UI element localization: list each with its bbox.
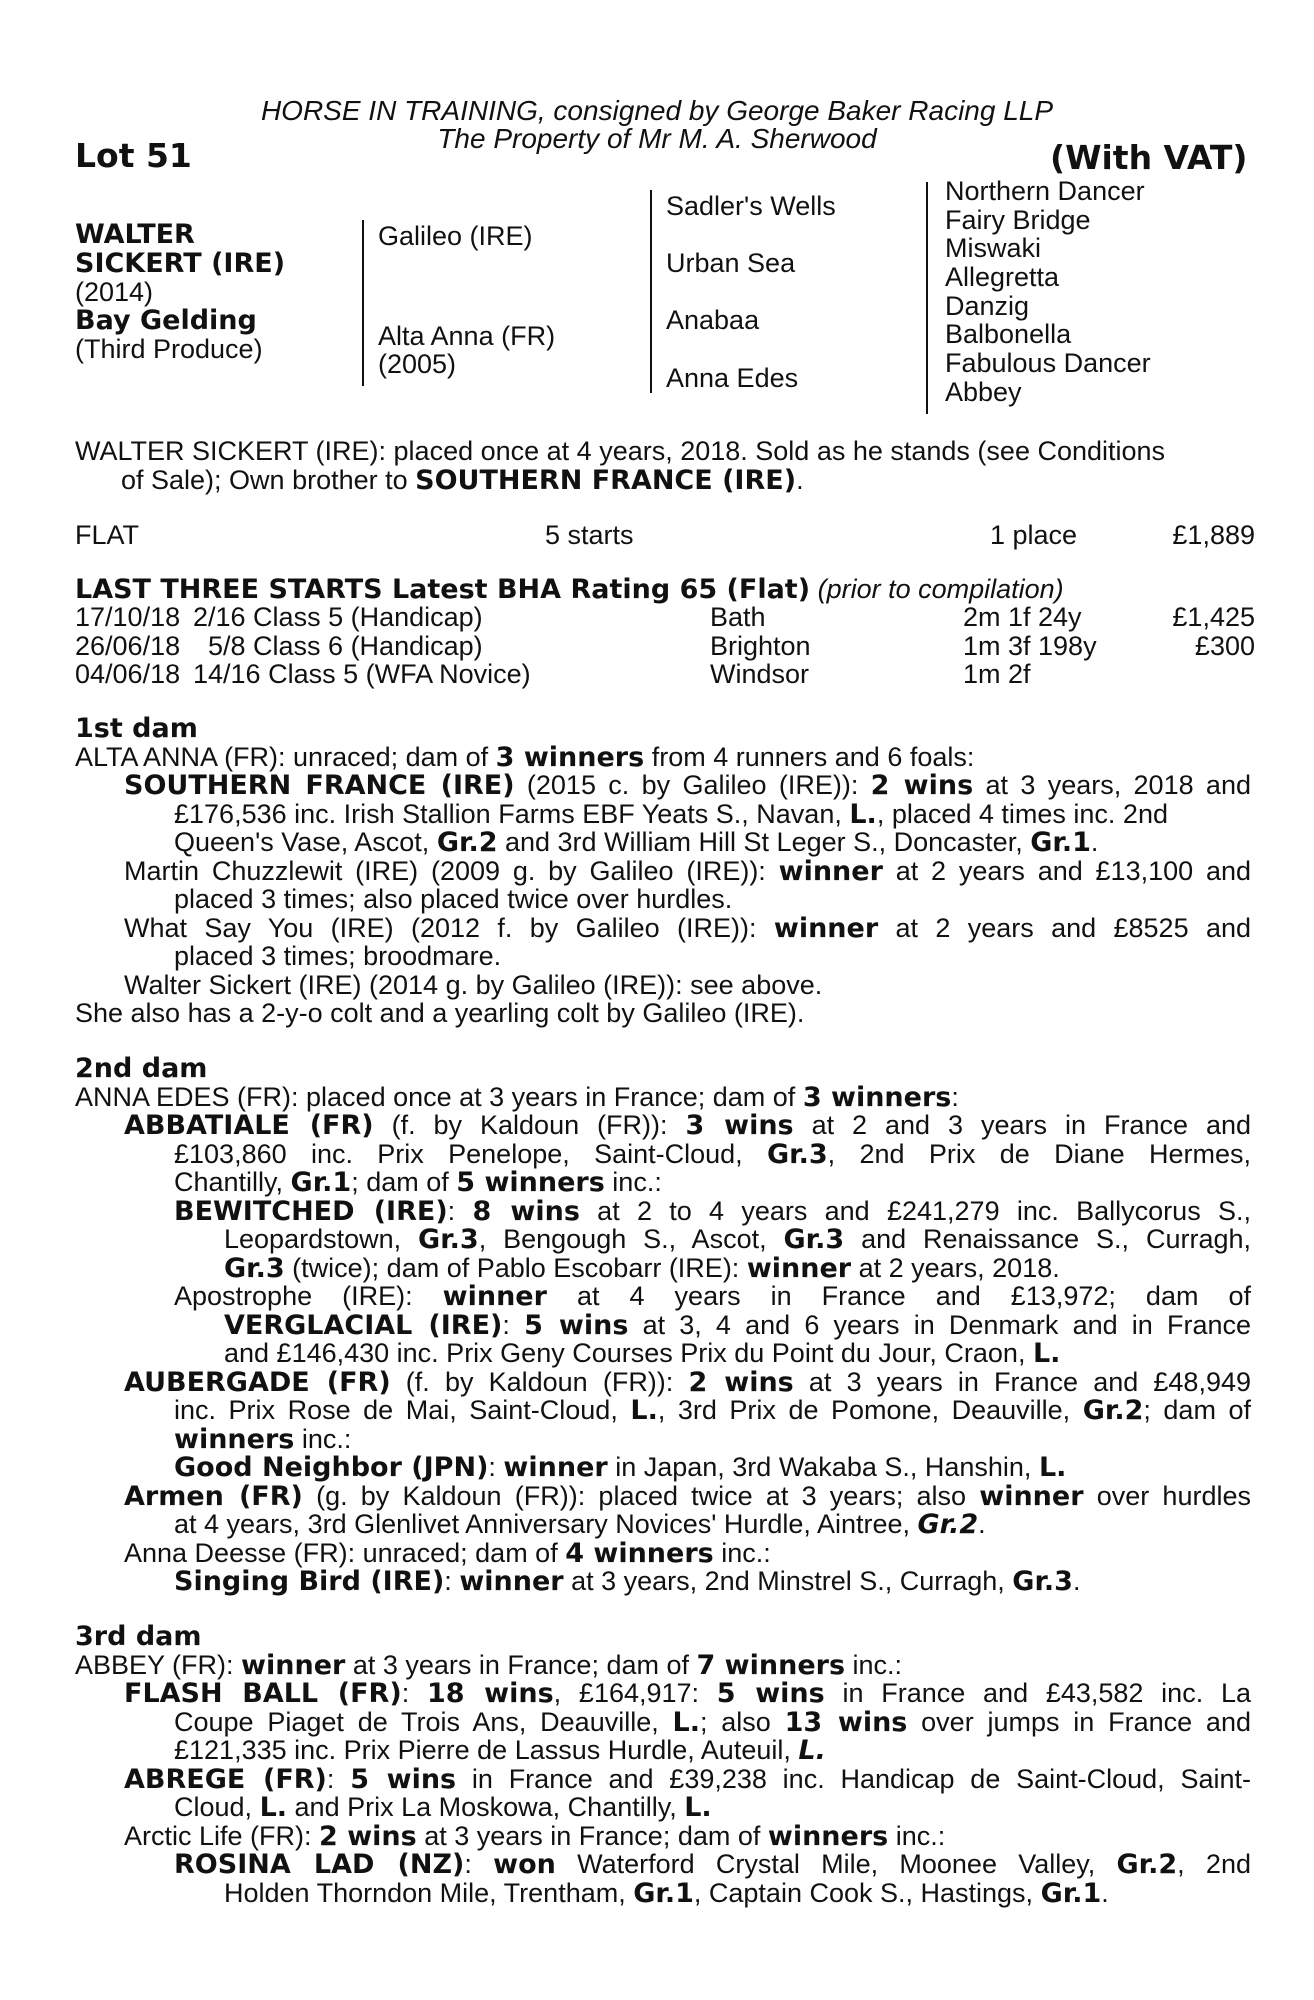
produce-bewitched: BEWITCHED (IRE): 8 wins at 2 to 4 years and £241,279 inc. Ballycorus S., (174, 1196, 1251, 1227)
ancestor-g3-2: Fairy Bridge (945, 205, 1091, 235)
ancestor-g3-4: Allegretta (945, 262, 1060, 292)
vat-status: (With VAT) (1050, 138, 1248, 177)
produce-anna-deesse: Anna Deesse (FR): unraced; dam of 4 winners inc.: (124, 1538, 771, 1569)
armen-line2: at 4 years, 3rd Glenlivet Anniversary Novices' Hurdle, Aintree, Gr.2. (174, 1509, 986, 1540)
apostrophe-line3: and £146,430 inc. Prix Geny Courses Prix du Point du Jour, Craon, L. (224, 1338, 1061, 1369)
produce-flash-ball: FLASH BALL (FR): 18 wins, £164,917: 5 wins in France and £43,582 inc. La (124, 1678, 1251, 1709)
first-dam-intro: ALTA ANNA (FR): unraced; dam of 3 winners from 4 runners and 6 foals: (75, 742, 975, 773)
second-dam-intro: ANNA EDES (FR): placed once at 3 years in France; dam of 3 winners: (75, 1082, 959, 1113)
ancestor-g3-5: Danzig (945, 291, 1030, 321)
produce-good-neighbor: Good Neighbor (JPN): winner in Japan, 3rd Wakaba S., Hanshin, L. (174, 1452, 1067, 1483)
summary-line1: WALTER SICKERT (IRE): placed once at 4 years, 2018. Sold as he stands (see Conditions (75, 436, 1166, 466)
summary-line2: of Sale); Own brother to SOUTHERN FRANCE (IRE). (121, 465, 804, 496)
abbatiale-line3: Chantilly, Gr.1; dam of 5 winners inc.: (174, 1167, 662, 1198)
sire: Galileo (IRE) (378, 221, 533, 251)
record-earnings: £1,889 (1172, 520, 1255, 550)
aubergade-line3: winners inc.: (174, 1424, 352, 1455)
third-dam-heading: 3rd dam (75, 1621, 202, 1652)
produce-aubergade: AUBERGADE (FR) (f. by Kaldoun (FR)): 2 wins at 3 years in France and £48,949 (124, 1367, 1251, 1398)
lot-number: Lot 51 (75, 136, 192, 175)
produce-what-say-you: What Say You (IRE) (2012 f. by Galileo (IRE)): winner at 2 years and £8525 and (124, 913, 1251, 944)
ancestor-g3-7: Fabulous Dancer (945, 348, 1151, 378)
dam: Alta Anna (FR) (378, 321, 556, 351)
foaling-year: (2014) (75, 277, 154, 307)
produce-martin-chuzzlewit: Martin Chuzzlewit (IRE) (2009 g. by Galileo (IRE)): winner at 2 years and £13,100 and (124, 856, 1251, 887)
produce-rosina-lad: ROSINA LAD (NZ): won Waterford Crystal Mile, Moonee Valley, Gr.2, 2nd (174, 1849, 1251, 1880)
produce-apostrophe: Apostrophe (IRE): winner at 4 years in France and £13,972; dam of (174, 1281, 1251, 1312)
rosina-lad-line2: Holden Thorndon Mile, Trentham, Gr.1, Captain Cook S., Hastings, Gr.1. (224, 1878, 1109, 1909)
produce-southern-france: SOUTHERN FRANCE (IRE) (2015 c. by Galileo (IRE)): 2 wins at 3 years, 2018 and (124, 770, 1251, 801)
produce-abbatiale: ABBATIALE (FR) (f. by Kaldoun (FR)): 3 wins at 2 and 3 years in France and (124, 1110, 1251, 1141)
horse-sex: Bay Gelding (75, 305, 257, 336)
horse-name-line1: WALTER (75, 219, 195, 250)
produce-abrege: ABREGE (FR): 5 wins in France and £39,238 inc. Handicap de Saint-Cloud, Saint- (124, 1764, 1251, 1795)
granddam-paternal: Urban Sea (666, 248, 796, 278)
abrege-line2: Cloud, L. and Prix La Moskowa, Chantilly, L. (174, 1792, 712, 1823)
race-record (75, 521, 1255, 550)
pedigree-divider-3 (926, 182, 928, 414)
produce-walter-sickert: Walter Sickert (IRE) (2014 g. by Galileo (IRE)): see above. (124, 970, 823, 1000)
last-three-heading: LAST THREE STARTS Latest BHA Rating 65 (Flat) (prior to compilation) (75, 574, 1064, 605)
ancestor-g3-3: Miswaki (945, 233, 1042, 263)
granddam-maternal: Anna Edes (666, 363, 799, 393)
abbatiale-line2: £103,860 inc. Prix Penelope, Saint-Cloud, Gr.3, 2nd Prix de Diane Hermes, (174, 1139, 1251, 1170)
second-dam-heading: 2nd dam (75, 1053, 208, 1084)
flash-ball-line3: £121,335 inc. Prix Pierre de Lassus Hurdle, Auteuil, L. (174, 1735, 826, 1766)
southern-france-line2: £176,536 inc. Irish Stallion Farms EBF Yeats S., Navan, L., placed 4 times inc. 2nd (174, 799, 1168, 830)
record-type: FLAT (75, 520, 140, 550)
third-dam-intro: ABBEY (FR): winner at 3 years in France; dam of 7 winners inc.: (75, 1650, 903, 1681)
first-dam-heading: 1st dam (75, 713, 198, 744)
first-dam-also: She also has a 2-y-o colt and a yearling colt by Galileo (IRE). (75, 998, 805, 1028)
start-row: 26/06/18 5/8 Class 6 (Handicap) Brighton 1m 3f 198y £300 (75, 631, 1255, 661)
bewitched-line2: Leopardstown, Gr.3, Bengough S., Ascot, Gr.3 and Renaissance S., Curragh, (224, 1224, 1251, 1255)
produce-arctic-life: Arctic Life (FR): 2 wins at 3 years in France; dam of winners inc.: (124, 1821, 946, 1852)
produce-note: (Third Produce) (75, 334, 263, 364)
grandsire-maternal: Anabaa (666, 305, 760, 335)
southern-france-line3: Queen's Vase, Ascot, Gr.2 and 3rd William Hill St Leger S., Doncaster, Gr.1. (174, 827, 1099, 858)
ancestor-g3-8: Abbey (945, 377, 1022, 407)
apostrophe-line2: VERGLACIAL (IRE): 5 wins at 3, 4 and 6 years in Denmark and in France (224, 1310, 1251, 1341)
martin-chuzzlewit-line2: placed 3 times; also placed twice over hurdles. (174, 884, 733, 914)
pedigree-divider-1 (362, 220, 364, 386)
ancestor-g3-6: Balbonella (945, 319, 1072, 349)
consignor-line: HORSE IN TRAINING, consigned by George Baker Racing LLP (260, 95, 1054, 126)
ancestor-g3-1: Northern Dancer (945, 176, 1145, 206)
grandsire-paternal: Sadler's Wells (666, 191, 836, 221)
start-row: 17/10/18 2/16 Class 5 (Handicap) Bath 2m 1f 24y £1,425 (75, 602, 1255, 632)
produce-armen: Armen (FR) (g. by Kaldoun (FR)): placed twice at 3 years; also winner over hurdles (124, 1481, 1251, 1512)
record-places: 1 place (990, 520, 1078, 550)
flash-ball-line2: Coupe Piaget de Trois Ans, Deauville, L.; also 13 wins over jumps in France and (174, 1707, 1251, 1738)
aubergade-line2: inc. Prix Rose de Mai, Saint-Cloud, L., 3rd Prix de Pomone, Deauville, Gr.2; dam of (174, 1395, 1251, 1426)
what-say-you-line2: placed 3 times; broodmare. (174, 941, 502, 971)
start-row: 04/06/18 14/16 Class 5 (WFA Novice) Windsor 1m 2f (75, 659, 1031, 689)
property-line: The Property of Mr M. A. Sherwood (437, 123, 877, 154)
dam-year: (2005) (378, 349, 457, 379)
produce-singing-bird: Singing Bird (IRE): winner at 3 years, 2nd Minstrel S., Curragh, Gr.3. (174, 1566, 1081, 1597)
pedigree-divider-2 (650, 190, 652, 393)
bewitched-line3: Gr.3 (twice); dam of Pablo Escobarr (IRE): winner at 2 years, 2018. (224, 1253, 1060, 1284)
horse-name-line2: SICKERT (IRE) (75, 248, 286, 279)
record-starts: 5 starts (545, 520, 634, 550)
